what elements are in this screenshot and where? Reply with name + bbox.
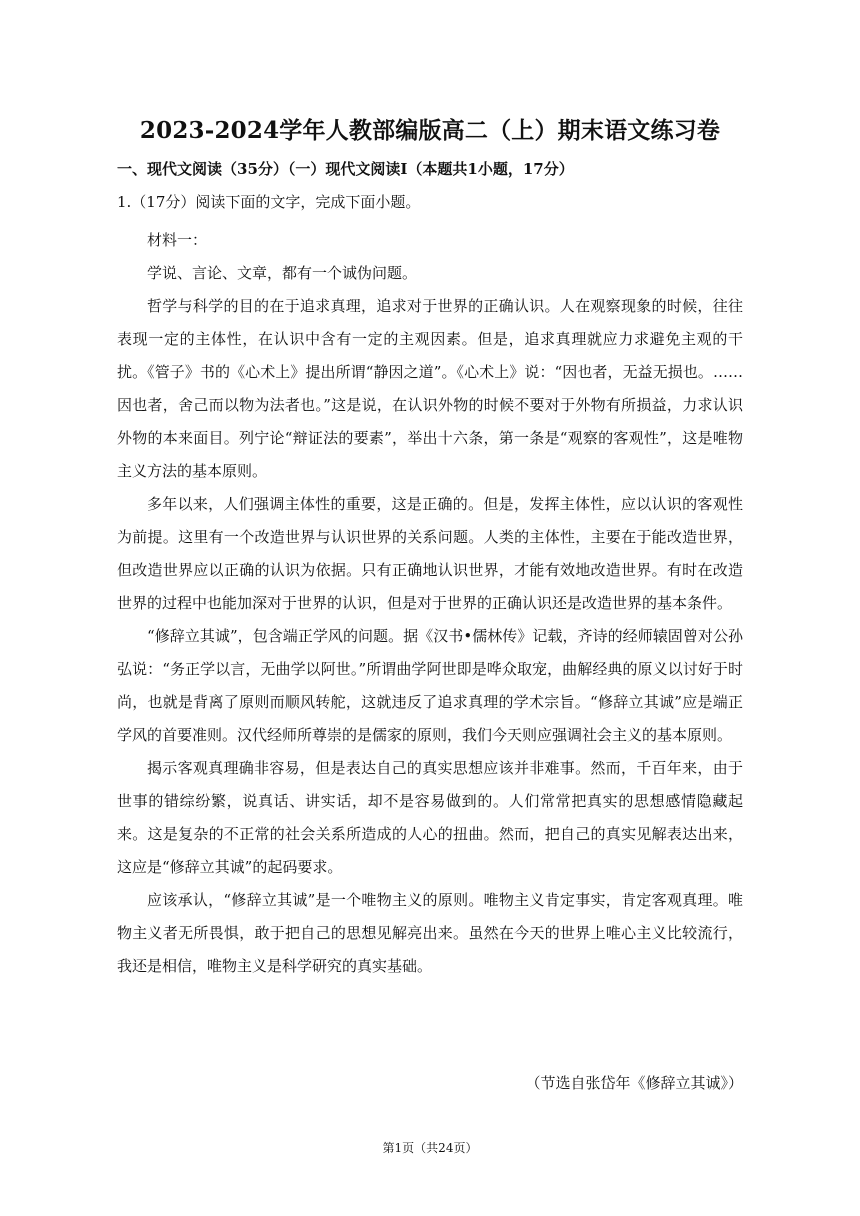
page-footer: 第1页（共24页） [382,1141,478,1155]
source-citation: （节选自张岱年《修辞立其诚》） [525,1074,743,1092]
reading-passage [117,224,743,983]
passage-paragraph: “修辞立其诚”，包含端正学风的问题。据《汉书•儒林传》记载，齐诗的经师辕固曾对公孙弘说：“务正学以言，无曲学以阿世。”所谓曲学阿世即是哗众取宠，曲解经典的原义以讨好于时尚，也就是背离了原则而顺风转舵，这就违反了追求真理的学术宗旨。“修辞立其诚”应是端正学风的首要准则。汉代经师所尊崇的是儒家的原则，我们今天则应强调社会主义的基本原则。 [117,627,743,744]
passage-paragraph: 学说、言论、文章，都有一个诚伪问题。 [147,264,418,282]
passage-paragraph: 揭示客观真理确非容易，但是表达自己的真实思想应该并非难事。然而，千百年来，由于世事的错综纷繁，说真话、讲实话，却不是容易做到的。人们常常把真实的思想感情隐藏起来。这是复杂的不正常的社会关系所造成的人心的扭曲。然而，把自己的真实见解表达出来，这应是“修辞立其诚”的起码要求。 [117,759,743,876]
passage-paragraph: 哲学与科学的目的在于追求真理，追求对于世界的正确认识。人在观察现象的时候，往往表现一定的主体性，在认识中含有一定的主观因素。但是，追求真理就应力求避免主观的干扰。《管子》书的《心术上》提出所谓“静因之道”。《心术上》说：“因也者，无益无损也。……因也者，舍己而以物为法者也。”这是说，在认识外物的时候不要对于外物有所损益，力求认识外物的本来面目。列宁论“辩证法的要素”，举出十六条，第一条是“观察的客观性”，这是唯物主义方法的基本原则。 [117,297,743,480]
passage-paragraph: 应该承认，“修辞立其诚”是一个唯物主义的原则。唯物主义肯定事实，肯定客观真理。唯物主义者无所畏惧，敢于把自己的思想见解亮出来。虽然在今天的世界上唯心主义比较流行，我还是相信，唯物主义是科学研究的真实基础。 [117,891,743,975]
section-heading: 一、现代文阅读（35分）（一）现代文阅读Ⅰ（本题共1小题，17分） [117,160,574,178]
exam-title: 2023-2024学年人教部编版高二（上）期末语文练习卷 [139,117,721,144]
material-label: 材料一： [147,231,208,249]
passage-paragraph: 多年以来，人们强调主体性的重要，这是正确的。但是，发挥主体性，应以认识的客观性为前提。这里有一个改造世界与认识世界的关系问题。人类的主体性，主要在于能改造世界，但改造世界应以正确的认识为依据。只有正确地认识世界，才能有效地改造世界。有时在改造世界的过程中也能加深对于世界的认识，但是对于世界的正确认识还是改造世界的基本条件。 [117,495,743,612]
question-stem: 1.（17分）阅读下面的文字，完成下面小题。 [117,193,421,211]
